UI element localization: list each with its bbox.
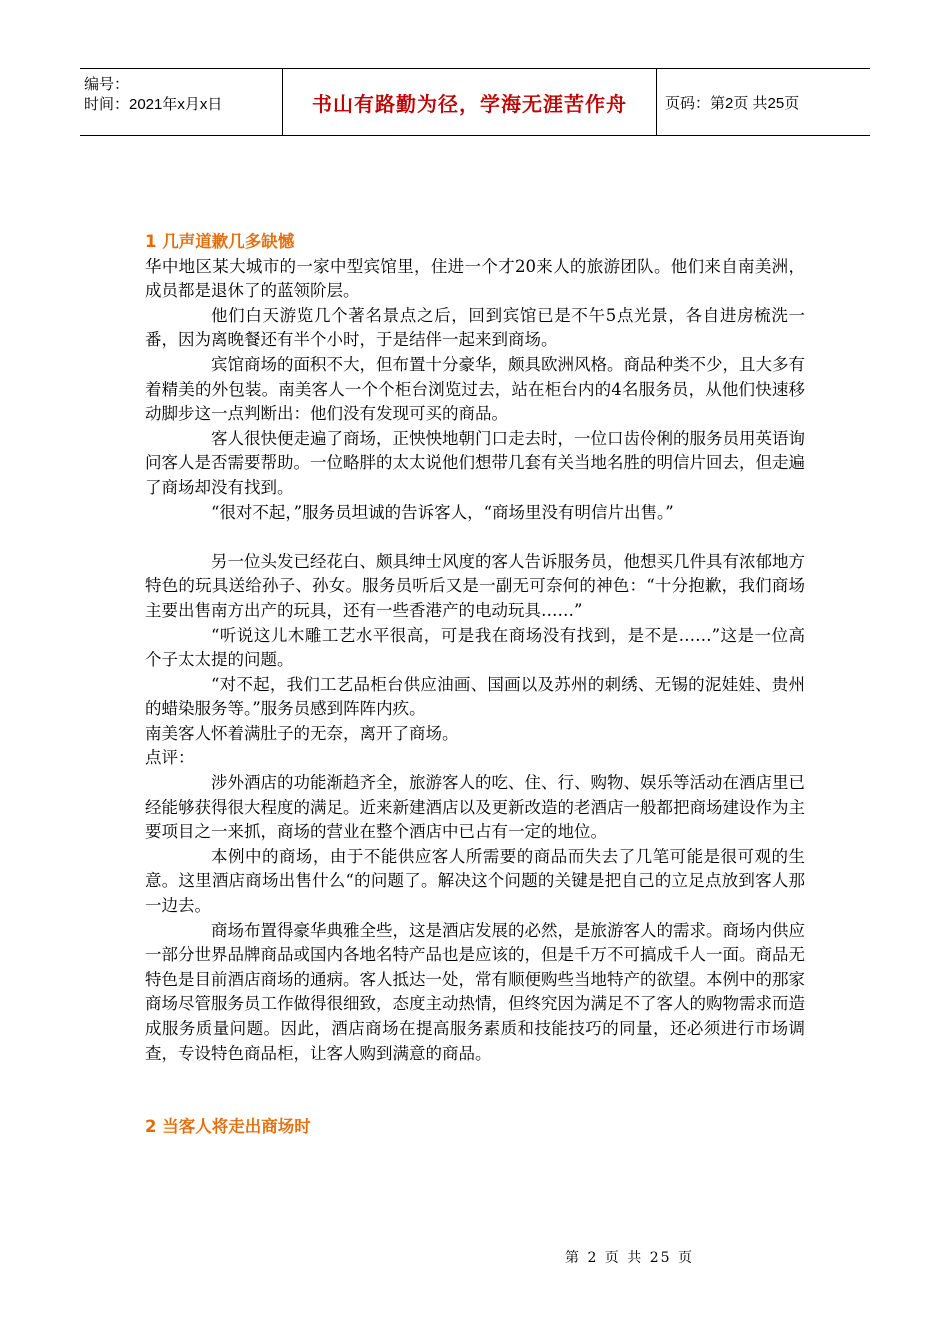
paragraph: 另一位头发已经花白、颇具绅士风度的客人告诉服务员，他想买几件具有浓郁地方特色的玩具送给孙子、孙女。服务员听后又是一副无可奈何的神色：“十分抱歉，我们商场主要出售南方出产的玩具，还有一些香港产的电动玩具……” [145, 551, 805, 620]
page-footer: 第 2 页 共 25 页 [565, 1250, 694, 1266]
section-2-heading: 2 当客人将走出商场时 [145, 1117, 311, 1137]
paragraph: 南美客人怀着满肚子的无奈，离开了商场。 [145, 723, 459, 743]
paragraph: 宾馆商场的面积不大，但布置十分豪华，颇具欧洲风格。商品种类不少，且大多有着精美的外包装。南美客人一个个柜台浏览过去，站在柜台内的4名服务员，从他们快速移动脚步这一点判断出：他们没有发现可买的商品。 [145, 354, 805, 424]
header-motto: 书山有路勤为径，学海无涯苦作舟 [282, 69, 657, 135]
page-header [80, 68, 870, 136]
paragraph: “很对不起，”服务员坦诚的告诉客人，“商场里没有明信片出售。” [211, 502, 674, 522]
paragraph: 华中地区某大城市的一家中型宾馆里，住进一个才20来人的旅游团队。他们来自南美洲，成员都是退休了的蓝领阶层。 [145, 256, 805, 301]
paragraph: 本例中的商场，由于不能供应客人所需要的商品而失去了几笔可能是很可观的生意。这里酒店商场出售什么“的问题了。解决这个问题的关键是把自己的立足点放到客人那一边去。 [145, 846, 805, 916]
section-1-heading: 1 几声道歉几多缺憾 [145, 232, 295, 251]
paragraph: 商场布置得豪华典雅全些，这是酒店发展的必然，是旅游客人的需求。商场内供应一部分世界品牌商品或国内各地名特产品也是应该的，但是千万不可搞成千人一面。商品无特色是目前酒店商场的通病。客人抵达一处，常有顺便购些当地特产的欲望。本例中的那家商场尽管服务员工作做得很细致，态度主动热情，但终究因为满足不了客人的购物需求而造成服务质量问题。因此，酒店商场在提高服务素质和技能技巧的同量，还必须进行市场调查，专设特色商品柜，让客人购到满意的商品。 [145, 920, 805, 1063]
document-body [145, 230, 805, 1140]
paragraph: “听说这儿木雕工艺水平很高，可是我在商场没有找到，是不是……”这是一位高个子太太提的问题。 [145, 625, 805, 670]
header-meta [80, 69, 282, 135]
header-number: 编号： [84, 76, 130, 93]
spacer [145, 525, 805, 550]
comment-label: 点评： [145, 748, 195, 768]
paragraph: “对不起，我们工艺品柜台供应油画、国画以及苏州的刺绣、无锡的泥娃娃、贵州的蜡染服务等。”服务员感到阵阵内疚。 [145, 674, 805, 719]
spacer [145, 1066, 805, 1115]
header-page-number: 页码：第2页 共25页 [665, 94, 800, 112]
paragraph: 涉外酒店的功能渐趋齐全，旅游客人的吃、住、行、购物、娱乐等活动在酒店里已经能够获得很大程度的满足。近来新建酒店以及更新改造的老酒店一般都把商场建设作为主要项目之一来抓，商场的营业在整个酒店中已占有一定的地位。 [145, 773, 805, 842]
paragraph: 客人很快便走遍了商场，正怏怏地朝门口走去时，一位口齿伶俐的服务员用英语询问客人是否需要帮助。一位略胖的太太说他们想带几套有关当地名胜的明信片回去，但走遍了商场却没有找到。 [145, 428, 805, 497]
header-time: 时间：2021年x月x日 [84, 96, 223, 113]
paragraph: 他们白天游览几个著名景点之后，回到宾馆已是不午5点光景，各自进房梳洗一番，因为离晚餐还有半个小时，于是结伴一起来到商场。 [145, 305, 805, 350]
